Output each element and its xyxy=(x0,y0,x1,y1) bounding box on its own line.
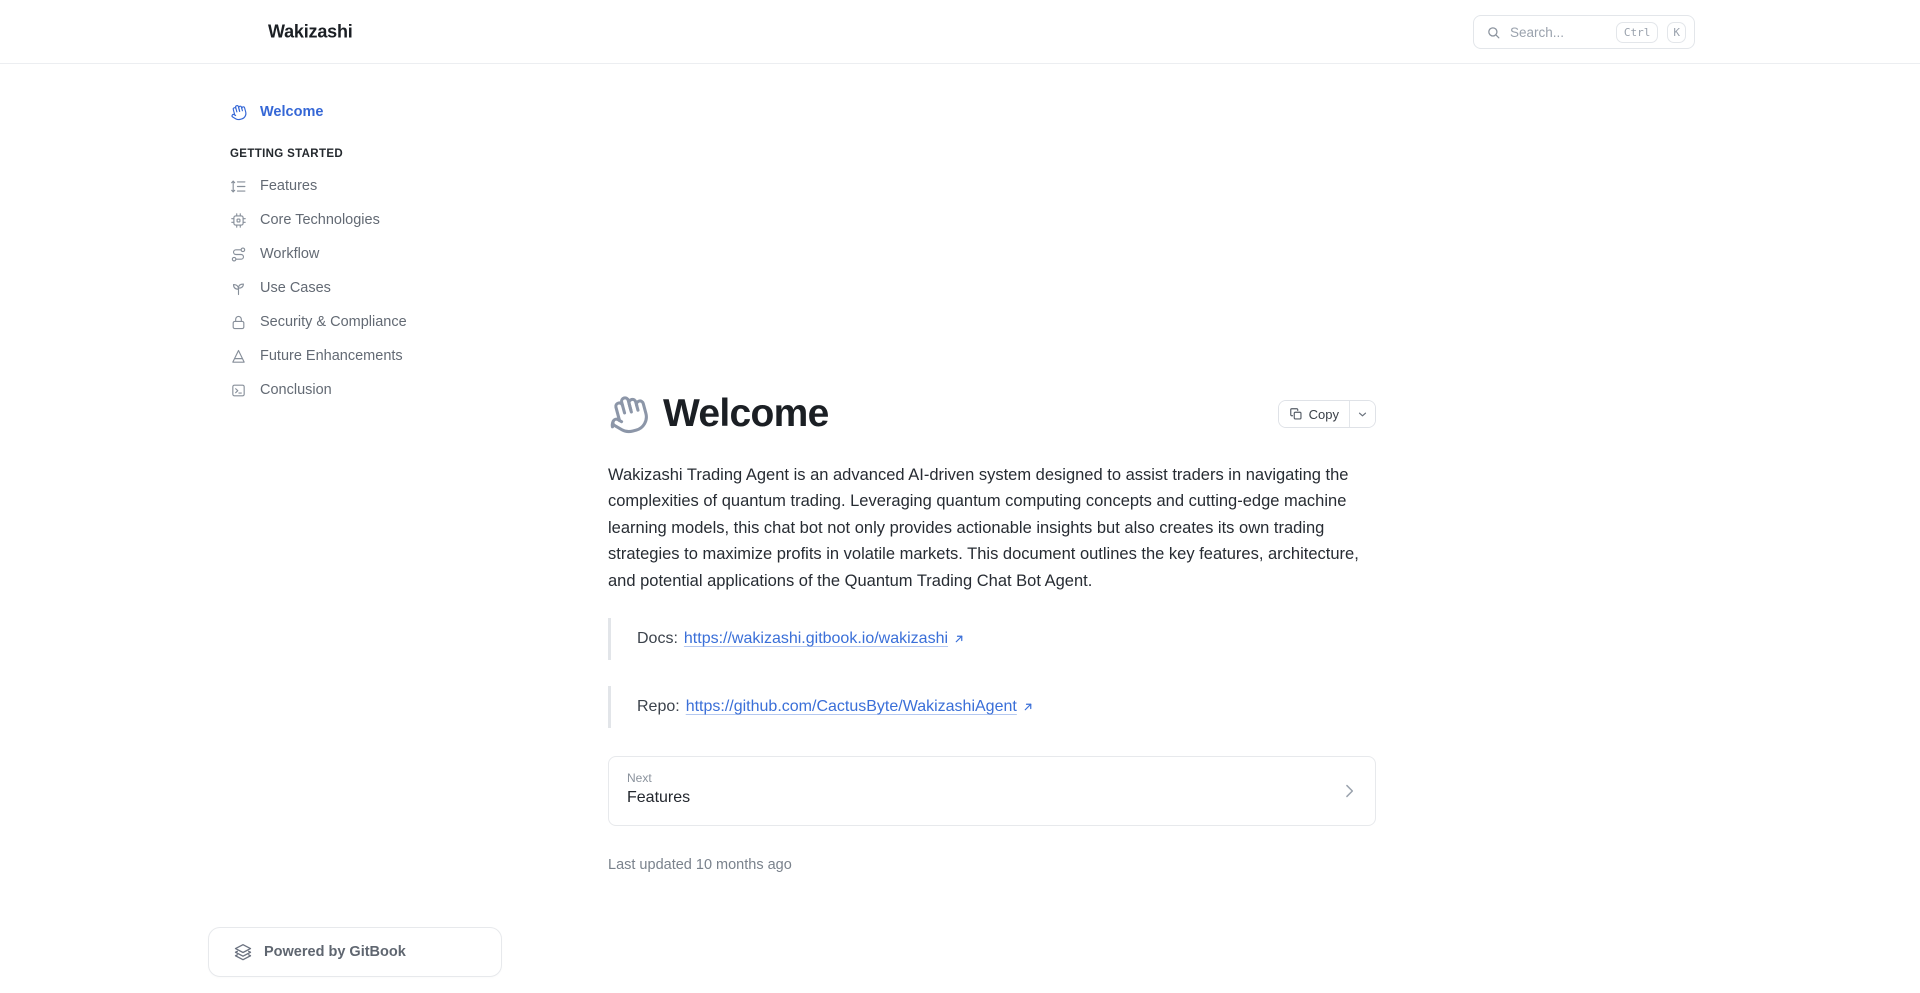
chevron-right-icon xyxy=(1339,781,1359,801)
sidebar-item-label: Features xyxy=(260,178,318,194)
external-link-icon xyxy=(953,633,965,645)
repo-label: Repo: xyxy=(637,698,680,716)
sidebar-item-label: Use Cases xyxy=(260,280,331,296)
sidebar-item-future-enhancements[interactable] xyxy=(230,339,522,373)
sidebar-item-welcome[interactable] xyxy=(230,95,522,129)
search-input[interactable] xyxy=(1473,15,1695,49)
hand-wave-icon xyxy=(230,104,247,121)
sidebar-item-workflow[interactable] xyxy=(230,237,522,271)
lock-icon xyxy=(230,314,247,331)
search-icon xyxy=(1486,25,1501,40)
sidebar-item-label: Workflow xyxy=(260,246,320,262)
pyramid-icon xyxy=(230,348,247,365)
hand-wave-icon xyxy=(608,394,649,435)
next-card-eyebrow: Next xyxy=(627,771,652,786)
sidebar-item-label: Welcome xyxy=(260,104,324,120)
repo-quote xyxy=(608,686,1376,728)
page-title-row xyxy=(608,392,1376,436)
route-icon xyxy=(230,246,247,263)
next-card-title: Features xyxy=(627,789,691,807)
sidebar-item-label: Conclusion xyxy=(260,382,332,398)
main-content xyxy=(608,392,1376,873)
docs-quote xyxy=(608,618,1376,660)
chevron-down-icon xyxy=(1356,408,1369,421)
page-title: Welcome xyxy=(663,392,829,435)
last-updated: Last updated 10 months ago xyxy=(608,857,792,874)
terminal-icon xyxy=(230,382,247,399)
sidebar-item-core-technologies[interactable] xyxy=(230,203,522,237)
sprout-icon xyxy=(230,280,247,297)
powered-by-gitbook-button[interactable] xyxy=(208,927,502,977)
sidebar-item-features[interactable] xyxy=(230,169,522,203)
copy-button-label: Copy xyxy=(1308,406,1339,422)
sidebar-item-label: Security & Compliance xyxy=(260,314,407,330)
kbd-k: K xyxy=(1667,22,1686,43)
search-placeholder: Search... xyxy=(1510,24,1565,40)
gitbook-logo-icon xyxy=(233,942,253,962)
cpu-icon xyxy=(230,212,247,229)
powered-by-label: Powered by GitBook xyxy=(264,944,406,960)
sidebar-item-security-compliance[interactable] xyxy=(230,305,522,339)
sidebar-item-label: Core Technologies xyxy=(260,212,380,228)
copy-options-button[interactable] xyxy=(1349,401,1375,427)
sidebar-section-title: GETTING STARTED xyxy=(230,148,344,160)
docs-link[interactable]: https://wakizashi.gitbook.io/wakizashi xyxy=(683,630,949,648)
site-header xyxy=(0,0,1920,64)
copy-button[interactable] xyxy=(1279,401,1349,427)
list-sort-icon xyxy=(230,178,247,195)
repo-link[interactable]: https://github.com/CactusByte/WakizashiAgent xyxy=(685,698,1017,716)
next-page-card[interactable] xyxy=(608,756,1376,826)
sidebar-item-use-cases[interactable] xyxy=(230,271,522,305)
sidebar-item-label: Future Enhancements xyxy=(260,348,403,364)
copy-icon xyxy=(1289,407,1303,421)
site-title[interactable]: Wakizashi xyxy=(268,21,353,41)
sidebar xyxy=(230,95,522,407)
intro-paragraph: Wakizashi Trading Agent is an advanced AI-driven system designed to assist traders in navigating the complexities of quantum trading. Leveraging quantum computing concepts and cutting-edge machine learning models, this chat bot not only provides actionable insights but also creates its own trading strategies to maximize profits in volatile markets. This document outlines the key features, architecture, and potential applications of the Quantum Trading Chat Bot Agent. xyxy=(608,466,1359,590)
kbd-ctrl: Ctrl xyxy=(1616,22,1659,43)
docs-label: Docs: xyxy=(637,630,678,648)
sidebar-item-conclusion[interactable] xyxy=(230,373,522,407)
copy-button-group xyxy=(1278,400,1376,428)
external-link-icon xyxy=(1022,701,1034,713)
